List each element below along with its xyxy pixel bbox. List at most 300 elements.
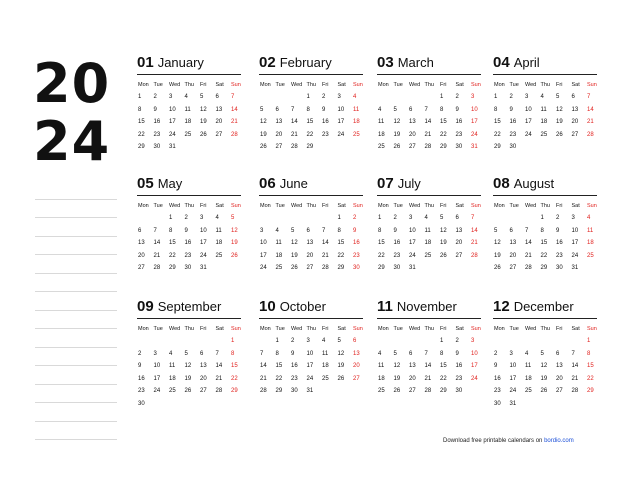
footer-text: Download free printable calendars on: [443, 438, 545, 444]
weekday-label: Sun: [471, 82, 481, 88]
day-cell: 23: [455, 375, 463, 382]
day-cell: 11: [322, 350, 329, 357]
month-number: 02: [259, 54, 276, 71]
day-cell: 11: [215, 227, 222, 234]
weekday-label: Sat: [571, 82, 580, 88]
empty-day: [275, 91, 291, 104]
day-cell: 28: [322, 265, 329, 272]
day-cell: 4: [540, 94, 544, 100]
day-cell: 4: [424, 215, 428, 221]
weekday-label: Fri: [322, 82, 329, 88]
day-cell: 27: [509, 265, 517, 272]
day-cell: 25: [215, 252, 223, 259]
day-cell: 7: [215, 350, 219, 357]
footer-credit: [443, 438, 574, 444]
month-number: 09: [137, 298, 154, 315]
day-cell: 22: [587, 375, 594, 382]
day-cell: 27: [275, 144, 283, 151]
weekday-label: Wed: [291, 203, 303, 209]
day-cell: 29: [337, 265, 345, 272]
day-cell: 7: [571, 350, 575, 357]
day-cell: 24: [260, 265, 267, 272]
day-cell: 31: [409, 265, 416, 272]
day-cell: 21: [322, 252, 329, 259]
day-cell: 14: [231, 106, 238, 113]
day-cell: 19: [260, 131, 267, 138]
day-cell: 4: [184, 94, 188, 100]
day-cell: 13: [215, 106, 223, 113]
day-cell: 12: [494, 240, 501, 247]
day-cell: 14: [322, 240, 329, 247]
day-cell: 25: [322, 375, 329, 382]
day-cell: 5: [260, 106, 264, 113]
empty-day: [199, 335, 215, 348]
day-cell: 6: [353, 338, 357, 344]
day-grid: [137, 200, 241, 275]
day-cell: 6: [200, 350, 204, 357]
weekday-label: Sat: [571, 326, 580, 332]
weekday-label: Mon: [138, 82, 149, 88]
weekday-label: Thu: [424, 203, 434, 209]
day-cell: 8: [231, 350, 235, 357]
day-cell: 3: [260, 227, 264, 234]
day-cell: 3: [200, 215, 204, 221]
year-digits-bottom: 24: [33, 110, 111, 173]
day-cell: 1: [138, 94, 142, 100]
month-name: November: [396, 299, 457, 314]
day-cell: 29: [440, 388, 447, 395]
day-cell: 1: [378, 215, 382, 221]
empty-day: [424, 91, 440, 104]
weekday-label: Sun: [587, 82, 597, 88]
day-cell: 18: [525, 375, 532, 382]
month-august: [493, 175, 597, 275]
day-cell: 12: [200, 106, 207, 113]
weekday-label: Sat: [215, 82, 224, 88]
day-cell: 10: [509, 363, 517, 370]
month-header: [493, 298, 597, 319]
day-cell: 2: [509, 94, 513, 100]
weekday-label: Wed: [169, 82, 181, 88]
month-october: [259, 298, 363, 398]
day-cell: 24: [409, 252, 416, 259]
day-cell: 3: [337, 94, 341, 100]
day-cell: 15: [440, 363, 447, 370]
weekday-label: Mon: [260, 203, 271, 209]
day-cell: 3: [409, 215, 413, 221]
day-cell: 16: [393, 240, 401, 247]
month-name: July: [397, 176, 421, 191]
note-line: [35, 255, 117, 274]
day-cell: 10: [306, 350, 314, 357]
day-grid: [137, 79, 241, 154]
day-cell: 30: [455, 388, 463, 395]
day-cell: 4: [353, 94, 357, 100]
year-digits-top: 20: [33, 52, 111, 115]
day-cell: 15: [306, 119, 314, 126]
month-number: 05: [137, 175, 154, 192]
day-cell: 17: [200, 240, 207, 247]
day-grid: [377, 79, 481, 154]
month-header: [259, 298, 363, 319]
day-cell: 18: [184, 119, 192, 126]
day-cell: 7: [424, 106, 428, 113]
day-cell: 13: [455, 227, 463, 234]
day-grid: [377, 323, 481, 398]
day-cell: 12: [260, 119, 267, 126]
day-cell: 10: [471, 106, 478, 113]
month-september: [137, 298, 241, 411]
day-cell: 8: [440, 350, 444, 357]
month-number: 06: [259, 175, 276, 192]
day-cell: 2: [353, 215, 357, 221]
day-cell: 7: [525, 227, 529, 234]
empty-day: [493, 212, 509, 225]
day-cell: 17: [509, 375, 517, 382]
day-cell: 20: [138, 252, 145, 259]
weekday-label: Thu: [540, 82, 550, 88]
day-cell: 25: [378, 388, 385, 395]
day-cell: 27: [353, 375, 360, 382]
footer-link[interactable]: bordio.com: [544, 438, 574, 444]
day-cell: 9: [138, 363, 142, 370]
weekday-label: Tue: [509, 203, 519, 209]
day-cell: 16: [353, 240, 360, 247]
weekday-label: Sun: [231, 326, 241, 332]
day-cell: 9: [184, 227, 188, 234]
empty-day: [290, 212, 306, 225]
day-cell: 29: [275, 388, 283, 395]
day-cell: 8: [306, 106, 310, 113]
day-cell: 8: [587, 350, 591, 357]
day-cell: 30: [153, 144, 161, 151]
weekday-label: Fri: [200, 82, 207, 88]
day-cell: 5: [291, 227, 295, 234]
day-cell: 22: [306, 131, 314, 138]
weekday-label: Sat: [455, 82, 464, 88]
day-cell: 22: [138, 131, 145, 138]
day-cell: 18: [378, 375, 385, 382]
day-cell: 19: [393, 375, 401, 382]
day-cell: 26: [184, 388, 192, 395]
month-number: 01: [137, 54, 154, 71]
weekday-label: Mon: [378, 326, 389, 332]
month-header: [137, 54, 241, 75]
note-line: [35, 385, 117, 404]
day-cell: 17: [260, 252, 267, 259]
weekday-label: Thu: [306, 82, 316, 88]
day-cell: 9: [353, 227, 357, 234]
day-cell: 30: [494, 400, 501, 407]
month-name: December: [513, 299, 574, 314]
month-number: 04: [493, 54, 510, 71]
day-cell: 27: [138, 265, 145, 272]
month-number: 10: [259, 298, 276, 315]
weekday-label: Sun: [471, 203, 481, 209]
day-cell: 19: [337, 363, 345, 370]
day-cell: 23: [509, 131, 517, 138]
month-header: [377, 175, 481, 196]
day-cell: 24: [509, 388, 517, 395]
weekday-label: Wed: [169, 203, 181, 209]
empty-day: [571, 335, 587, 348]
empty-day: [540, 335, 556, 348]
month-november: [377, 298, 481, 398]
day-cell: 3: [169, 94, 173, 100]
empty-day: [524, 335, 540, 348]
day-cell: 27: [455, 252, 463, 259]
day-cell: 31: [509, 400, 517, 407]
day-cell: 8: [494, 106, 498, 113]
day-cell: 2: [291, 338, 295, 344]
weekday-label: Sun: [353, 82, 363, 88]
weekday-label: Fri: [322, 203, 329, 209]
day-cell: 13: [200, 363, 207, 370]
weekday-label: Sun: [587, 203, 597, 209]
weekday-label: Tue: [153, 326, 163, 332]
weekday-label: Sun: [587, 326, 597, 332]
weekday-label: Mon: [138, 203, 149, 209]
empty-day: [259, 91, 275, 104]
day-cell: 25: [184, 131, 192, 138]
day-cell: 12: [337, 350, 345, 357]
day-cell: 12: [291, 240, 298, 247]
day-cell: 31: [571, 265, 579, 272]
day-cell: 14: [587, 106, 594, 113]
weekday-label: Wed: [291, 82, 303, 88]
empty-day: [408, 91, 424, 104]
day-cell: 21: [424, 375, 432, 382]
day-cell: 2: [494, 350, 498, 357]
weekday-label: Sun: [471, 326, 481, 332]
weekday-label: Thu: [540, 203, 550, 209]
note-line: [35, 181, 117, 200]
day-grid: [493, 200, 597, 275]
weekday-label: Mon: [494, 326, 505, 332]
day-cell: 1: [440, 94, 444, 100]
day-cell: 24: [571, 252, 579, 259]
day-cell: 18: [378, 131, 385, 138]
day-cell: 13: [556, 363, 563, 370]
day-cell: 9: [393, 227, 397, 234]
day-cell: 7: [322, 227, 326, 234]
month-header: [137, 298, 241, 319]
day-cell: 7: [424, 350, 428, 357]
day-cell: 9: [509, 106, 513, 113]
day-cell: 22: [494, 131, 501, 138]
weekday-label: Wed: [409, 326, 421, 332]
day-cell: 28: [153, 265, 161, 272]
day-cell: 25: [169, 388, 176, 395]
weekday-label: Sun: [353, 326, 363, 332]
day-cell: 13: [409, 363, 416, 370]
empty-day: [290, 91, 306, 104]
day-cell: 19: [231, 240, 238, 247]
day-cell: 14: [153, 240, 161, 247]
day-cell: 19: [291, 252, 298, 259]
empty-day: [493, 335, 509, 348]
month-name: March: [397, 55, 434, 70]
day-cell: 11: [378, 363, 385, 370]
empty-day: [168, 335, 184, 348]
weekday-label: Mon: [260, 326, 271, 332]
day-cell: 7: [231, 94, 235, 100]
note-line: [35, 348, 117, 367]
day-cell: 15: [587, 363, 594, 370]
day-cell: 17: [153, 375, 161, 382]
day-cell: 27: [556, 388, 563, 395]
day-cell: 26: [291, 265, 298, 272]
weekday-label: Tue: [275, 82, 285, 88]
day-grid: [259, 323, 363, 398]
day-cell: 31: [471, 144, 478, 151]
day-cell: 20: [306, 252, 314, 259]
day-cell: 6: [306, 227, 310, 234]
month-number: 07: [377, 175, 394, 192]
month-march: [377, 54, 481, 154]
weekday-label: Sat: [337, 203, 346, 209]
day-cell: 2: [455, 94, 459, 100]
day-cell: 27: [215, 131, 223, 138]
day-cell: 17: [337, 119, 345, 126]
empty-day: [393, 335, 409, 348]
day-cell: 15: [138, 119, 145, 126]
weekday-label: Tue: [509, 326, 519, 332]
day-cell: 16: [494, 375, 501, 382]
day-cell: 16: [455, 119, 463, 126]
day-cell: 6: [455, 215, 459, 221]
day-cell: 3: [509, 350, 513, 357]
day-cell: 28: [260, 388, 267, 395]
day-cell: 13: [353, 350, 360, 357]
day-cell: 8: [540, 227, 544, 234]
day-cell: 11: [378, 119, 385, 126]
weekday-label: Tue: [275, 326, 285, 332]
month-header: [377, 298, 481, 319]
day-cell: 28: [587, 131, 594, 138]
day-cell: 11: [353, 106, 360, 113]
day-cell: 24: [471, 131, 478, 138]
day-cell: 13: [138, 240, 145, 247]
empty-day: [377, 335, 393, 348]
day-cell: 16: [509, 119, 517, 126]
day-cell: 6: [138, 227, 142, 234]
weekday-label: Sat: [337, 326, 346, 332]
day-grid: [493, 79, 597, 154]
month-number: 11: [377, 298, 393, 315]
day-cell: 29: [440, 144, 447, 151]
weekday-label: Sun: [353, 203, 363, 209]
day-cell: 14: [424, 363, 432, 370]
day-cell: 30: [184, 265, 192, 272]
day-cell: 4: [322, 338, 326, 344]
note-line: [35, 329, 117, 348]
day-cell: 19: [184, 375, 192, 382]
month-name: September: [157, 299, 222, 314]
weekday-label: Mon: [494, 203, 505, 209]
day-cell: 1: [540, 215, 544, 221]
weekday-label: Tue: [275, 203, 285, 209]
day-cell: 4: [378, 106, 382, 113]
day-cell: 14: [525, 240, 532, 247]
day-cell: 5: [184, 350, 188, 357]
day-cell: 28: [215, 388, 223, 395]
day-cell: 21: [424, 131, 432, 138]
empty-day: [393, 91, 409, 104]
day-cell: 1: [587, 338, 591, 344]
day-cell: 25: [587, 252, 594, 259]
day-cell: 23: [153, 131, 161, 138]
day-cell: 25: [540, 131, 548, 138]
day-cell: 16: [291, 363, 298, 370]
day-cell: 27: [306, 265, 314, 272]
month-number: 12: [493, 298, 510, 315]
day-cell: 3: [471, 94, 475, 100]
day-cell: 2: [556, 215, 560, 221]
day-cell: 29: [587, 388, 594, 395]
month-name: January: [157, 55, 204, 70]
day-cell: 10: [409, 227, 416, 234]
day-cell: 11: [540, 106, 547, 113]
day-cell: 10: [153, 363, 161, 370]
day-cell: 23: [494, 388, 501, 395]
month-number: 08: [493, 175, 510, 192]
day-cell: 21: [525, 252, 532, 259]
weekday-label: Fri: [322, 326, 329, 332]
day-cell: 24: [471, 375, 478, 382]
day-cell: 12: [440, 227, 447, 234]
day-cell: 19: [556, 119, 563, 126]
month-header: [259, 54, 363, 75]
day-grid: [259, 200, 363, 275]
day-cell: 5: [231, 215, 235, 221]
day-cell: 6: [409, 106, 413, 113]
note-line: [35, 274, 117, 293]
day-cell: 2: [138, 350, 142, 357]
day-cell: 10: [260, 240, 267, 247]
weekday-label: Mon: [378, 203, 389, 209]
day-cell: 28: [291, 144, 298, 151]
day-cell: 15: [378, 240, 385, 247]
day-cell: 12: [393, 119, 401, 126]
day-cell: 20: [556, 375, 563, 382]
day-cell: 13: [275, 119, 283, 126]
day-cell: 5: [393, 106, 397, 113]
day-cell: 30: [509, 144, 517, 151]
day-cell: 18: [322, 363, 329, 370]
day-cell: 22: [378, 252, 385, 259]
day-cell: 21: [215, 375, 223, 382]
note-line: [35, 366, 117, 385]
day-cell: 22: [275, 375, 283, 382]
weekday-label: Tue: [393, 203, 403, 209]
weekday-label: Sun: [231, 82, 241, 88]
day-cell: 26: [337, 375, 345, 382]
day-cell: 5: [540, 350, 544, 357]
day-cell: 25: [275, 265, 283, 272]
day-cell: 22: [231, 375, 238, 382]
note-line: [35, 200, 117, 219]
day-cell: 23: [455, 131, 463, 138]
day-cell: 5: [337, 338, 341, 344]
weekday-label: Tue: [153, 203, 163, 209]
day-cell: 9: [494, 363, 498, 370]
weekday-label: Sat: [455, 203, 464, 209]
day-cell: 20: [215, 119, 223, 126]
day-grid: [137, 323, 241, 411]
day-cell: 1: [337, 215, 341, 221]
day-cell: 27: [571, 131, 579, 138]
